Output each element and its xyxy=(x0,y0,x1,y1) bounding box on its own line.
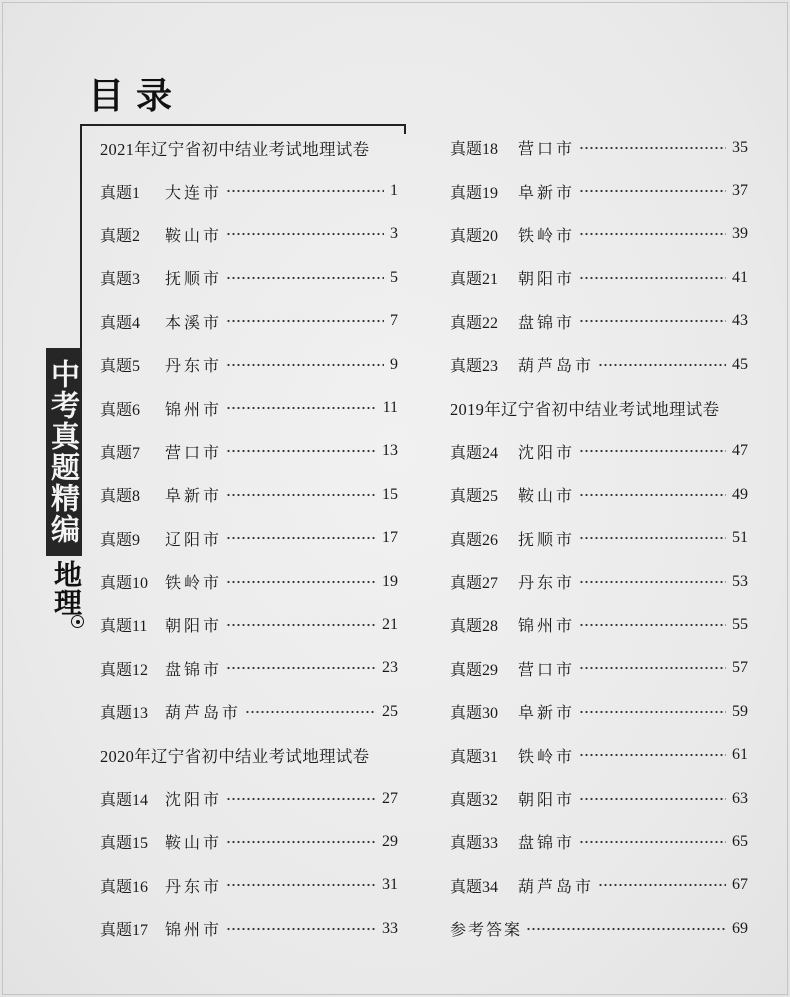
toc-entry-page: 55 xyxy=(732,615,748,633)
toc-entry-page: 29 xyxy=(382,832,398,850)
dot-leader xyxy=(226,623,376,627)
toc-entry-page: 43 xyxy=(732,312,748,330)
toc-entry-city: 锦州市 xyxy=(165,922,223,940)
toc-entry xyxy=(450,256,748,299)
dot-leader xyxy=(579,797,726,801)
toc-entry-label: 真题8 xyxy=(100,488,141,506)
toc-entry-label: 真题15 xyxy=(100,835,149,853)
dot-leader xyxy=(579,189,726,193)
toc-entry-city: 大连市 xyxy=(165,184,223,202)
toc-entry-city: 鞍山市 xyxy=(165,835,223,853)
toc-right-column xyxy=(450,126,748,950)
dot-leader xyxy=(245,710,376,714)
toc-entry-page: 49 xyxy=(732,485,748,503)
bullet-circle-icon xyxy=(71,615,84,628)
toc-entry-label: 真题5 xyxy=(100,358,141,376)
toc-entry-city: 沈阳市 xyxy=(518,444,576,462)
toc-entry-label: 真题19 xyxy=(450,184,499,202)
toc-answer-entry xyxy=(450,907,748,950)
toc-entry xyxy=(450,560,748,603)
toc-entry xyxy=(100,603,398,646)
toc-entry xyxy=(450,647,748,690)
toc-section-heading: 2019年辽宁省初中结业考试地理试卷 xyxy=(450,400,720,420)
toc-entry xyxy=(450,864,748,907)
dot-leader xyxy=(579,753,726,757)
toc-entry xyxy=(450,820,748,863)
toc-entry xyxy=(100,517,398,560)
toc-entry-label: 真题25 xyxy=(450,488,499,506)
toc-entry-page: 69 xyxy=(732,919,748,937)
toc-entry-page: 1 xyxy=(390,182,398,200)
toc-entry-city: 盘锦市 xyxy=(518,835,576,853)
toc-entry-label: 真题23 xyxy=(450,358,499,376)
toc-entry-page: 59 xyxy=(732,702,748,720)
toc-entry-city: 葫芦岛市 xyxy=(518,878,595,896)
toc-entry-city: 丹东市 xyxy=(165,358,223,376)
toc-entry-page: 57 xyxy=(732,659,748,677)
dot-leader xyxy=(598,363,726,367)
toc-entry-page: 23 xyxy=(382,659,398,677)
toc-entry-page: 7 xyxy=(390,312,398,330)
toc-entry-page: 51 xyxy=(732,529,748,547)
toc-entry-page: 37 xyxy=(732,182,748,200)
toc-entry xyxy=(450,169,748,212)
toc-entry-city: 沈阳市 xyxy=(165,792,223,810)
toc-entry-label: 真题7 xyxy=(100,444,141,462)
subject-label: 地理 xyxy=(50,560,83,616)
toc-entry xyxy=(450,690,748,733)
toc-entry-label: 真题1 xyxy=(100,184,141,202)
toc-entry-city: 丹东市 xyxy=(518,575,576,593)
toc-entry-label: 真题33 xyxy=(450,835,499,853)
toc-entry-label: 真题4 xyxy=(100,314,141,332)
toc-entry-label: 真题34 xyxy=(450,878,499,896)
series-side-tab: 中考真题精编 xyxy=(46,348,82,556)
toc-entry-page: 17 xyxy=(382,529,398,547)
toc-entry-label: 真题17 xyxy=(100,922,149,940)
toc-entry-label: 真题26 xyxy=(450,531,499,549)
toc-entry-page: 33 xyxy=(382,919,398,937)
dot-leader xyxy=(226,363,384,367)
toc-entry-city: 辽阳市 xyxy=(165,531,223,549)
dot-leader xyxy=(226,232,384,236)
dot-leader xyxy=(579,449,726,453)
dot-leader xyxy=(579,623,726,627)
dot-leader xyxy=(579,146,726,150)
toc-entry-page: 61 xyxy=(732,746,748,764)
toc-entry xyxy=(100,864,398,907)
toc-entry xyxy=(450,733,748,776)
toc-entry-city: 鞍山市 xyxy=(165,227,223,245)
toc-entry xyxy=(100,647,398,690)
toc-entry-page: 39 xyxy=(732,225,748,243)
toc-entry-page: 65 xyxy=(732,832,748,850)
toc-entry-page: 3 xyxy=(390,225,398,243)
toc-entry-page: 47 xyxy=(732,442,748,460)
dot-leader xyxy=(226,319,384,323)
toc-entry xyxy=(450,300,748,343)
toc-entry xyxy=(100,343,398,386)
toc-entry xyxy=(100,690,398,733)
toc-entry-label: 真题27 xyxy=(450,575,499,593)
toc-entry-label: 真题29 xyxy=(450,661,499,679)
toc-entry-page: 41 xyxy=(732,268,748,286)
toc-entry-label: 真题2 xyxy=(100,227,141,245)
toc-entry-city: 葫芦岛市 xyxy=(165,705,242,723)
toc-entry-city: 阜新市 xyxy=(518,705,576,723)
toc-entry-city: 阜新市 xyxy=(165,488,223,506)
toc-entry-label: 真题13 xyxy=(100,705,149,723)
toc-entry xyxy=(450,517,748,560)
toc-entry-city: 铁岭市 xyxy=(518,748,576,766)
dot-leader xyxy=(226,797,376,801)
toc-entry xyxy=(450,603,748,646)
toc-entry-page: 35 xyxy=(732,138,748,156)
toc-entry-page: 13 xyxy=(382,442,398,460)
toc-entry-label: 真题20 xyxy=(450,227,499,245)
toc-entry-label: 真题18 xyxy=(450,141,499,159)
toc-entry-city: 营口市 xyxy=(518,141,576,159)
toc-entry-page: 63 xyxy=(732,789,748,807)
toc-entry xyxy=(450,343,748,386)
toc-entry xyxy=(450,126,748,169)
toc-entry xyxy=(100,777,398,820)
toc-entry-page: 15 xyxy=(382,485,398,503)
toc-entry-label: 真题14 xyxy=(100,792,149,810)
toc-entry-page: 27 xyxy=(382,789,398,807)
toc-entry-label: 真题6 xyxy=(100,401,141,419)
dot-leader xyxy=(579,580,726,584)
dot-leader xyxy=(598,883,726,887)
toc-entry-label: 真题28 xyxy=(450,618,499,636)
toc-entry xyxy=(100,386,398,429)
dot-leader xyxy=(226,927,376,931)
toc-entry-city: 盘锦市 xyxy=(165,661,223,679)
toc-entry-city: 铁岭市 xyxy=(165,575,223,593)
toc-entry-page: 25 xyxy=(382,702,398,720)
toc-entry xyxy=(100,907,398,950)
dot-leader xyxy=(579,319,726,323)
toc-entry xyxy=(100,169,398,212)
dot-leader xyxy=(526,927,726,931)
toc-entry-label: 真题24 xyxy=(450,444,499,462)
toc-entry-page: 45 xyxy=(732,355,748,373)
toc-entry-label: 真题3 xyxy=(100,271,141,289)
left-border-rule xyxy=(80,124,82,350)
toc-entry-label: 真题11 xyxy=(100,618,148,636)
toc-entry-city: 朝阳市 xyxy=(165,618,223,636)
toc-entry-city: 鞍山市 xyxy=(518,488,576,506)
toc-entry xyxy=(450,777,748,820)
toc-entry-label: 真题22 xyxy=(450,314,499,332)
toc-answer-label: 参考答案 xyxy=(450,922,523,940)
dot-leader xyxy=(226,580,376,584)
toc-entry-label: 真题31 xyxy=(450,748,499,766)
toc-entry xyxy=(100,300,398,343)
dot-leader xyxy=(226,189,384,193)
toc-entry-page: 67 xyxy=(732,876,748,894)
dot-leader xyxy=(226,406,377,410)
toc-entry-city: 阜新市 xyxy=(518,184,576,202)
toc-entry-label: 真题21 xyxy=(450,271,499,289)
toc-entry-page: 5 xyxy=(390,268,398,286)
toc-entry xyxy=(100,213,398,256)
dot-leader xyxy=(226,276,384,280)
toc-entry-city: 铁岭市 xyxy=(518,227,576,245)
toc-entry-page: 31 xyxy=(382,876,398,894)
toc-entry xyxy=(450,213,748,256)
toc-entry-city: 盘锦市 xyxy=(518,314,576,332)
toc-entry xyxy=(100,473,398,516)
toc-entry-city: 锦州市 xyxy=(518,618,576,636)
page-title: 目录 xyxy=(88,76,185,117)
dot-leader xyxy=(226,449,376,453)
toc-entry-city: 丹东市 xyxy=(165,878,223,896)
dot-leader xyxy=(579,493,726,497)
dot-leader xyxy=(226,493,376,497)
toc-entry-page: 53 xyxy=(732,572,748,590)
dot-leader xyxy=(579,666,726,670)
dot-leader xyxy=(579,536,726,540)
toc-entry-label: 真题30 xyxy=(450,705,499,723)
toc-entry xyxy=(100,560,398,603)
title-rule-tick xyxy=(404,124,406,134)
toc-entry-city: 本溪市 xyxy=(165,314,223,332)
toc-entry-city: 抚顺市 xyxy=(518,531,576,549)
toc-entry-label: 真题10 xyxy=(100,575,149,593)
dot-leader xyxy=(226,883,376,887)
toc-entry-page: 21 xyxy=(382,615,398,633)
toc-entry xyxy=(450,473,748,516)
toc-entry-city: 抚顺市 xyxy=(165,271,223,289)
toc-entry-city: 朝阳市 xyxy=(518,792,576,810)
dot-leader xyxy=(579,840,726,844)
toc-entry-page: 19 xyxy=(382,572,398,590)
toc-entry-city: 营口市 xyxy=(165,444,223,462)
dot-leader xyxy=(226,536,376,540)
toc-entry xyxy=(100,820,398,863)
toc-left-column xyxy=(100,126,398,950)
toc-section-heading: 2020年辽宁省初中结业考试地理试卷 xyxy=(100,747,370,767)
dot-leader xyxy=(226,666,376,670)
dot-leader xyxy=(579,710,726,714)
toc-entry-city: 朝阳市 xyxy=(518,271,576,289)
toc-entry-city: 葫芦岛市 xyxy=(518,358,595,376)
toc-entry-page: 11 xyxy=(382,399,398,417)
toc-entry-city: 营口市 xyxy=(518,661,576,679)
toc-entry xyxy=(100,256,398,299)
dot-leader xyxy=(226,840,376,844)
toc-entry-city: 锦州市 xyxy=(165,401,223,419)
toc-entry xyxy=(450,430,748,473)
toc-entry-page: 9 xyxy=(390,355,398,373)
dot-leader xyxy=(579,232,726,236)
toc-section-heading: 2021年辽宁省初中结业考试地理试卷 xyxy=(100,139,370,159)
toc-entry-label: 真题32 xyxy=(450,792,499,810)
toc-entry-label: 真题16 xyxy=(100,878,149,896)
toc-entry xyxy=(100,430,398,473)
toc-entry-label: 真题12 xyxy=(100,661,149,679)
dot-leader xyxy=(579,276,726,280)
toc-entry-label: 真题9 xyxy=(100,531,141,549)
